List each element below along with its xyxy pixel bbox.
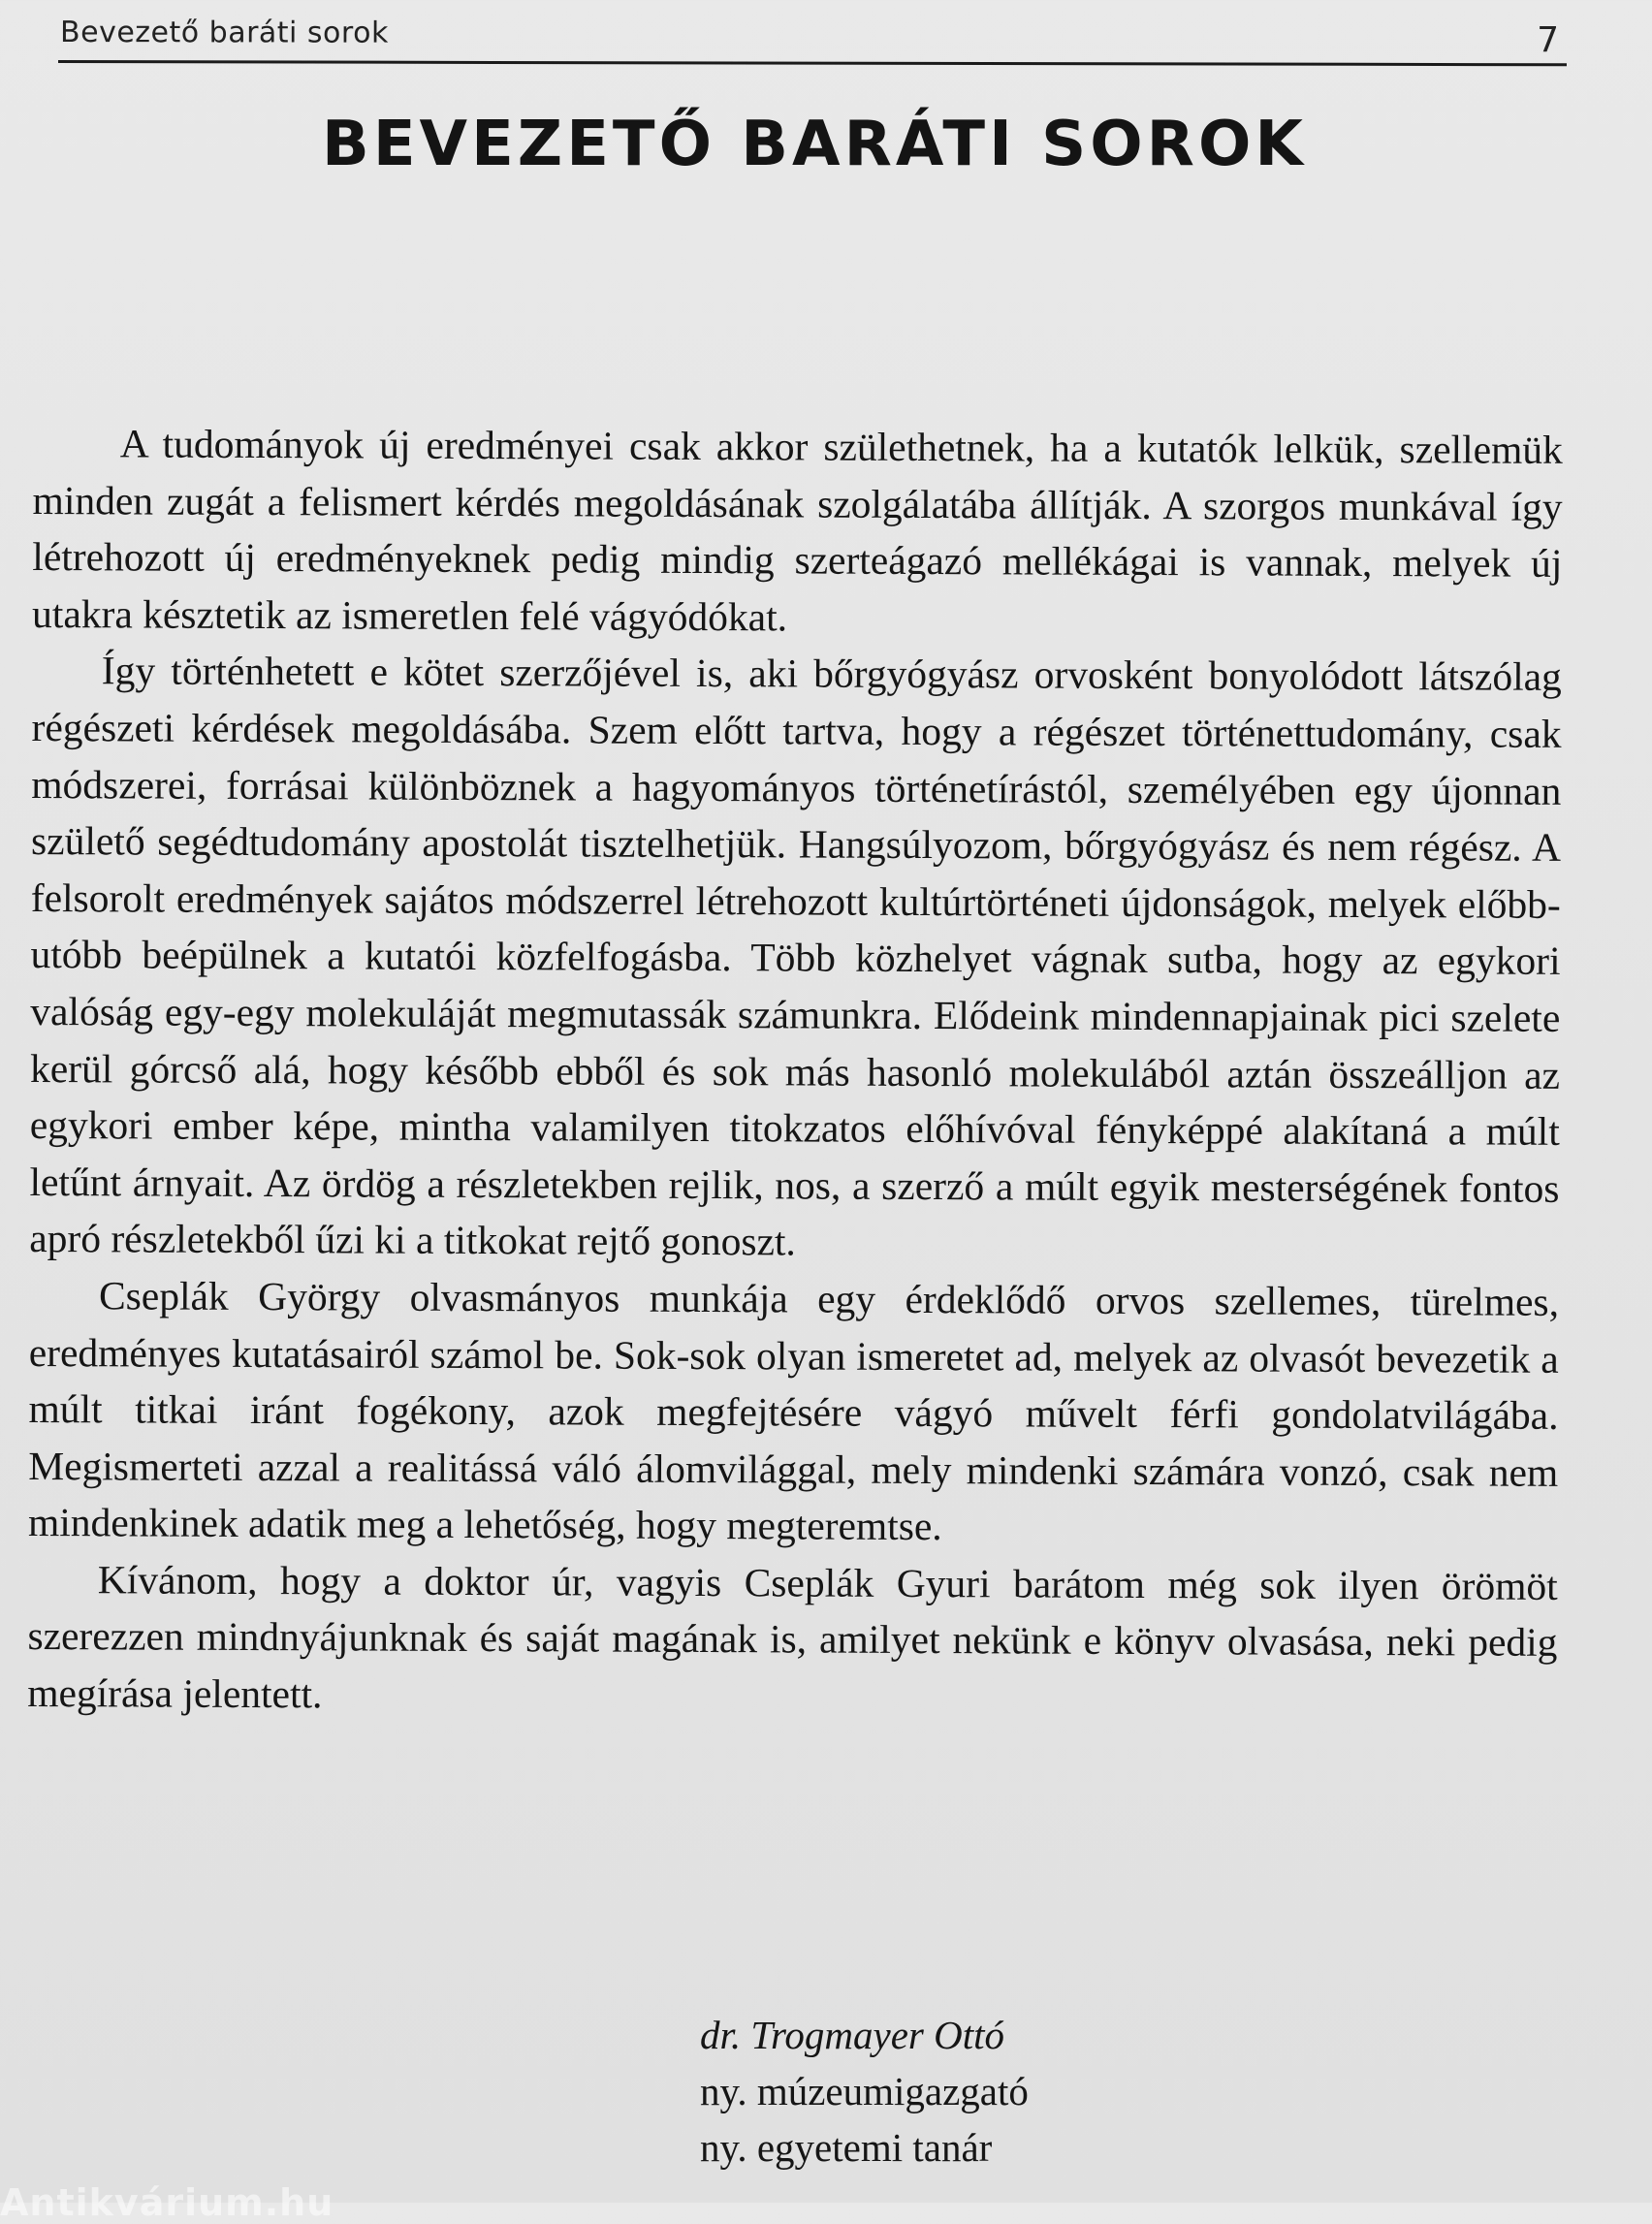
signature-block [700, 2007, 1029, 2176]
paragraph: Így történhetett e kötet szerzőjével is, aki bőrgyógyász orvosként bonyolódott látszólag régészeti kérdések megoldásába. Szem előtt tartva, hogy a régészet történettudomány, csak módszerei, forrásai különböznek a hagyományos történetírástól, személyében egy újonnan születő segédtudomány apostolát tisztelhetjük. Hangsúlyozom, bőrgyógyász és nem régész. A felsorolt eredmények sajátos módszerrel létrehozott kultúrtörténeti újdonságok, melyek előbb-utóbb beépülnek a kutatói közfelfogásba. Több közhelyet vágnak sutba, hogy az egykori valóság egy-egy molekuláját megmutassák számunkra. Elődeink mindennapjainak pici szelete kerül górcső alá, hogy később ebből és sok más hasonló molekulából aztán összeálljon az egykori ember képe, mintha valamilyen titokzatos előhívóval fényképpé alakítaná a múlt letűnt árnyait. Az ördög a részletekben rejlik, nos, a szerző a múlt egyik mesterségének fontos apró részletekből űzi ki a titkokat rejtő gonoszt. [29, 648, 1562, 1264]
page-number: 7 [1537, 20, 1560, 61]
signature-name: dr. Trogmayer Ottó [700, 2013, 1004, 2057]
signature-title: ny. egyetemi tanár [700, 2125, 993, 2170]
watermark: Antikvárium.hu [0, 2181, 334, 2224]
running-header [58, 14, 1567, 66]
chapter-title: BEVEZETŐ BARÁTI SOROK [322, 109, 1307, 180]
signature-title: ny. múzeumigazgató [700, 2069, 1029, 2113]
paragraph: Cseplák György olvasmányos munkája egy érdeklődő orvos szellemes, türelmes, eredményes kutatásairól számol be. Sok-sok olyan ismeretet ad, melyek az olvasót bevezetik a múlt titkai iránt fogékony, azok megfejtésére vágyó művelt férfi gondolatvilágába. Megismerteti azzal a realitássá váló álomvilággal, mely mindenki számára vonzó, csak nem mindenkinek adatik meg a lehetőség, hogy megteremtse. [27, 1273, 1560, 1549]
paragraph: A tudományok új eredményei csak akkor születhetnek, ha a kutatók lelkük, szellemük minden zugát a felismert kérdés megoldásának szolgálatába állítják. A szorgos munkával így létrehozott új eredményeknek pedig mindig szerteágazó mellékágai is vannak, melyek új utakra késztetik az ismeretlen felé vágyódókat. [32, 421, 1563, 640]
paragraph: Kívánom, hogy a doktor úr, vagyis Cseplák Gyuri barátom még sok ilyen örömöt szerezzen mindnyájunknak és saját magának is, amilyet nekünk e könyv olvasása, neki pedig megírása jelentett. [27, 1557, 1558, 1717]
body-text [27, 415, 1563, 1729]
running-title: Bevezető baráti sorok [60, 16, 389, 50]
